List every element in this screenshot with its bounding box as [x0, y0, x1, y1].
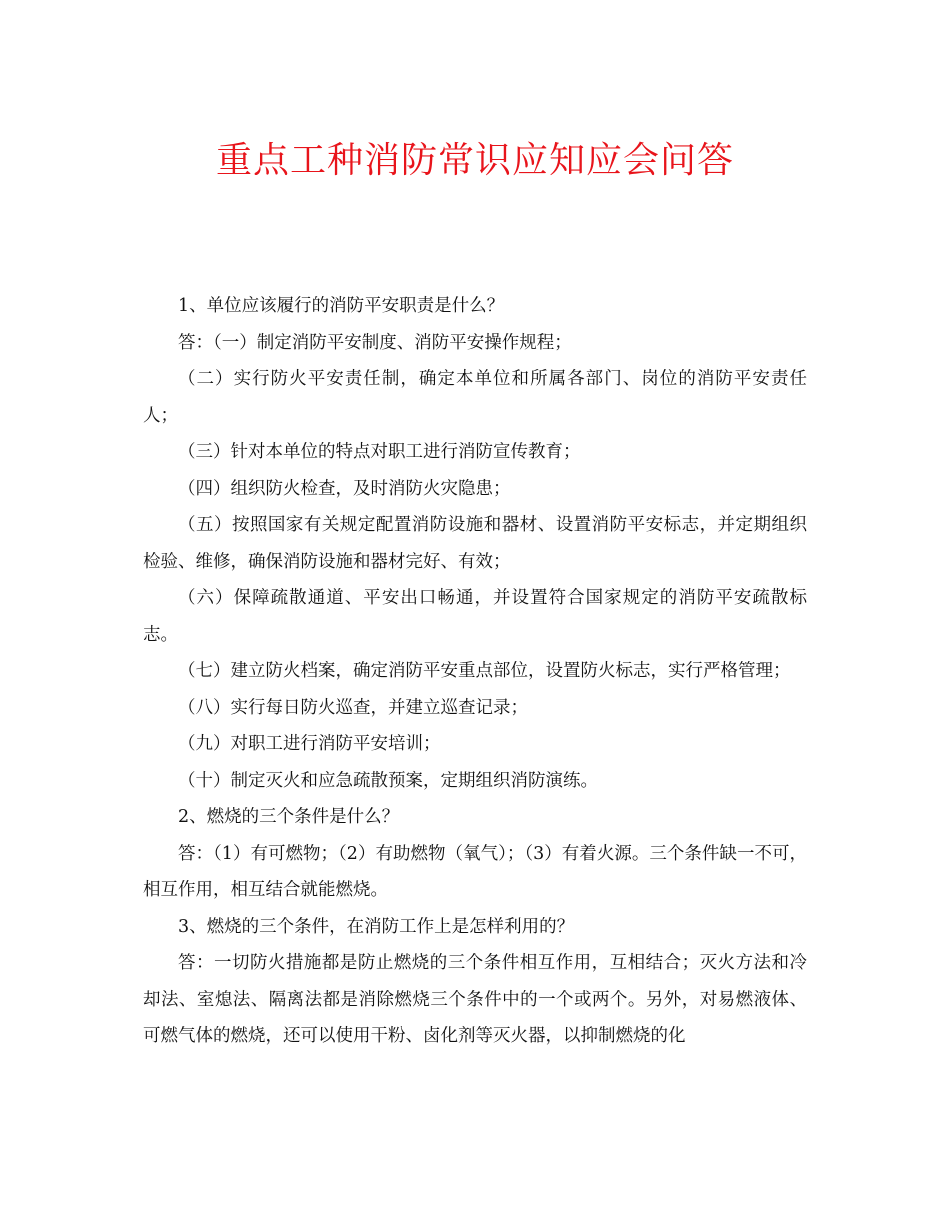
answer-1-item-2: （二）实行防火平安责任制，确定本单位和所属各部门、岗位的消防平安责任人；	[143, 369, 807, 426]
answer-3: 答：一切防火措施都是防止燃烧的三个条件相互作用，互相结合；灭火方法和冷却法、室熄法、隔离法都是消除燃烧三个条件中的一个或两个。另外，对易燃液体、可燃气体的燃烧，还可以使用干粉、卤化剂等灭火器，以抑制燃烧的化	[143, 953, 807, 1046]
question-2: 2、燃烧的三个条件是什么？	[178, 807, 400, 827]
answer-2: 答：（1）有可燃物；（2）有助燃物（氧气）；（3）有着火源。三个条件缺一不可，相互作用，相互结合就能燃烧。	[143, 843, 807, 900]
document-title: 重点工种消防常识应知应会问答	[215, 140, 734, 181]
document-body	[143, 288, 807, 1055]
answer-1-item-7: （七）建立防火档案，确定消防平安重点部位，设置防火标志，实行严格管理；	[178, 661, 791, 681]
question-1: 1、单位应该履行的消防平安职责是什么？	[178, 296, 505, 316]
answer-1-item-1: 答：（一）制定消防平安制度、消防平安操作规程；	[178, 332, 572, 353]
answer-1-item-9: （九）对职工进行消防平安培训；	[178, 734, 441, 754]
answer-1-item-6: （六）保障疏散通道、平安出口畅通，并设置符合国家规定的消防平安疏散标志。	[143, 588, 807, 645]
question-3: 3、燃烧的三个条件，在消防工作上是怎样利用的？	[178, 916, 575, 937]
answer-1-item-10: （十）制定灭火和应急疏散预案，定期组织消防演练。	[178, 770, 598, 791]
answer-1-item-8: （八）实行每日防火巡查，并建立巡查记录；	[178, 697, 528, 718]
answer-1-item-5: （五）按照国家有关规定配置消防设施和器材、设置消防平安标志，并定期组织检验、维修，确保消防设施和器材完好、有效；	[143, 515, 807, 572]
answer-1-item-3: （三）针对本单位的特点对职工进行消防宣传教育；	[178, 442, 581, 462]
answer-1-item-4: （四）组织防火检查，及时消防火灾隐患；	[178, 478, 511, 499]
